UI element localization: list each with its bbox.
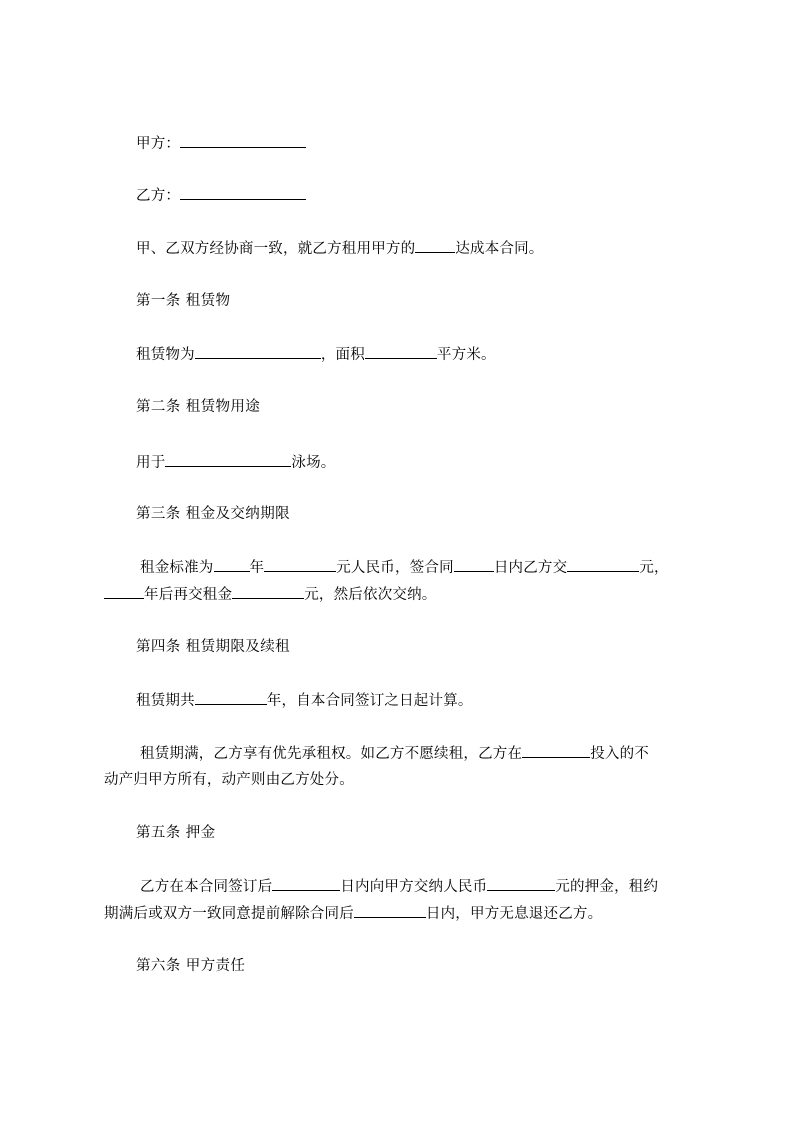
article-1-title: 第一条 租赁物 — [136, 293, 231, 309]
art1-blank-1 — [195, 344, 321, 359]
article-4-paragraph-2-line-1 — [140, 743, 649, 764]
art1-text-b: ，面积 — [320, 347, 365, 363]
art5-text-a: 乙方在本合同签订后 — [140, 879, 273, 895]
art3-text-d: 日内乙方交 — [493, 560, 568, 576]
article-6-title: 第六条 甲方责任 — [136, 958, 246, 974]
article-3-line-1 — [140, 557, 669, 578]
intro-blank — [415, 238, 455, 253]
art3-text-g: 元，然后依次交纳。 — [304, 587, 437, 603]
article-1-paragraph — [136, 344, 496, 365]
art4-blank-2 — [522, 743, 590, 758]
art3-text-b: 年 — [249, 560, 265, 576]
article-5-title: 第五条 押金 — [136, 825, 216, 841]
art4-text-b: 年，自本合同签订之日起计算。 — [266, 693, 473, 709]
art3-blank-6 — [232, 584, 304, 599]
article-5-line-2 — [104, 903, 602, 924]
art3-text-e: 元， — [639, 560, 669, 576]
article-3-line-2 — [104, 584, 437, 605]
intro-text-1: 甲、乙双方经协商一致，就乙方租用甲方的 — [136, 241, 416, 257]
art2-text-a: 用于 — [136, 455, 166, 471]
art5-text-b: 日内向甲方交纳人民币 — [340, 879, 488, 895]
art3-blank-2 — [264, 557, 336, 572]
intro-text-2: 达成本合同。 — [455, 241, 544, 257]
art4-blank-1 — [195, 690, 267, 705]
art5-blank-3 — [354, 903, 426, 918]
article-2-paragraph — [136, 452, 336, 473]
art3-blank-3 — [454, 557, 494, 572]
article-3-title: 第三条 租金及交纳期限 — [136, 506, 291, 522]
party-a-blank — [180, 133, 306, 148]
party-a-line — [136, 133, 306, 154]
art5-blank-1 — [272, 876, 340, 891]
article-2-title: 第二条 租赁物用途 — [136, 399, 261, 415]
art5-text-d: 期满后或双方一致同意提前解除合同后 — [104, 906, 354, 922]
art2-blank — [165, 452, 291, 467]
art1-blank-2 — [365, 344, 437, 359]
intro-paragraph — [136, 238, 544, 259]
art1-text-a: 租赁物为 — [136, 347, 195, 363]
art5-blank-2 — [487, 876, 555, 891]
art4-text-c: 租赁期满，乙方享有优先承租权。如乙方不愿续租，乙方在 — [140, 746, 523, 762]
party-b-line — [136, 185, 306, 206]
art4-text-d: 投入的不 — [590, 746, 650, 762]
article-4-title: 第四条 租赁期限及续租 — [136, 639, 291, 655]
art3-blank-5 — [104, 584, 144, 599]
art3-text-a: 租金标准为 — [140, 560, 214, 576]
art2-text-b: 泳场。 — [291, 455, 336, 471]
art5-text-e: 日内，甲方无息退还乙方。 — [425, 906, 603, 922]
party-b-blank — [180, 185, 306, 200]
party-b-label: 乙方： — [136, 188, 181, 204]
art3-text-c: 元人民币，签合同 — [336, 560, 454, 576]
art3-blank-1 — [214, 557, 250, 572]
article-4-paragraph-2-line-2: 动产归甲方所有，动产则由乙方处分。 — [104, 772, 354, 788]
article-5-line-1 — [140, 876, 658, 897]
art4-text-a: 租赁期共 — [136, 693, 195, 709]
art3-blank-4 — [567, 557, 639, 572]
art5-text-c: 元的押金，租约 — [555, 879, 659, 895]
article-4-paragraph-1 — [136, 690, 473, 711]
art1-text-c: 平方米。 — [436, 347, 496, 363]
party-a-label: 甲方： — [136, 136, 181, 152]
art3-text-f: 年后再交租金 — [144, 587, 233, 603]
